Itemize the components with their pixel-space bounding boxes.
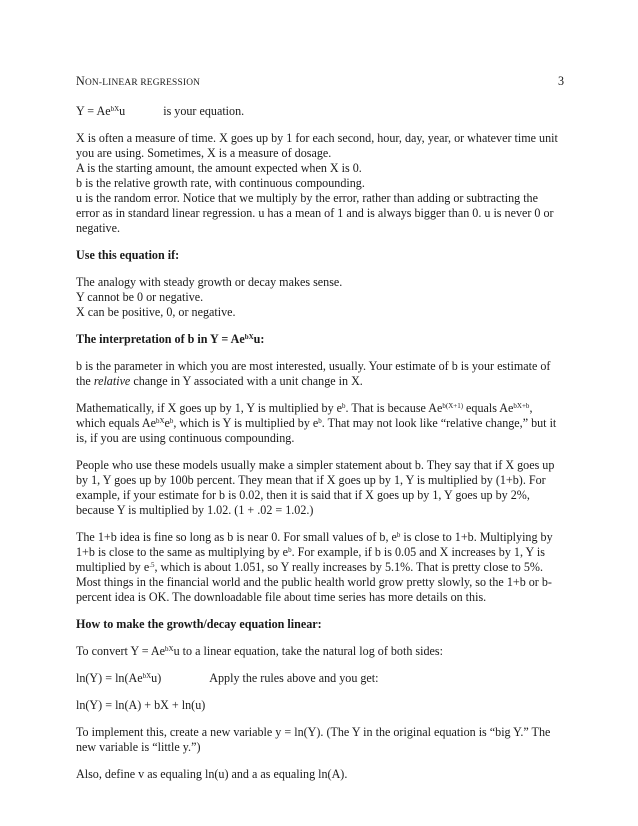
one-plus-b-paragraph: The 1+b idea is fine so long as b is near 0. For small values of b, $e^b$ is close to 1+b. Multiplying by 1+b is close to the same as multiplying by $e^b$. For example, if b is 0.05 and X increases by 1, Y is multiplied by $e^{.5}$, which is about 1.051, so Y really increases by 5.1%. That is pretty close to 5%. Most things in the financial world and the public health world grow pretty slowly, so the 1+b or b-percent idea is OK. The downloadable file about time series has more details on this. bbox=[76, 530, 553, 604]
page-number: 3 bbox=[557, 74, 564, 88]
heading-interpretation: The interpretation of b in $Y = Ae^{bX}u$: bbox=[76, 332, 265, 346]
implement-paragraph: To implement this, create a new variable y = ln(Y). (The Y in the original equation is “big Y.” The new variable is “little y.”) bbox=[76, 725, 551, 754]
define-paragraph: Also, define v as equaling ln(u) and a as equaling ln(A). bbox=[76, 767, 348, 781]
equation-line: $Y = Ae^{bX}u$ is your equation. bbox=[76, 104, 245, 118]
simpler-statement-paragraph: People who use these models usually make a simpler statement about b. They say that if X goes up by 1, Y goes up by 100b percent. They mean that if X goes up by 1, Y is multiplied by (1+b). For example, if your estimate for b is 0.02, then it is said that if X goes up by 1, Y goes up by 2%, because Y is multiplied by 1.02. (1 + .02 = 1.02.) bbox=[76, 458, 555, 517]
convert-paragraph: To convert $Y = Ae^{bX}u$ to a linear equation, take the natural log of both sides: bbox=[76, 644, 443, 658]
variable-definitions: X is often a measure of time. X goes up by 1 for each second, hour, day, year, or whatever time unit you are using. Sometimes, X is a measure of dosage. A is the starting amount, the amount expected when X is 0. b is the relative growth rate, with continuous compounding. u is the random error. Notice that we multiply by the error, rather than adding or subtracting the error as in standard linear regression. u has a mean of 1 and is always bigger than 0. u is never 0 or negative. bbox=[76, 131, 558, 235]
page-header bbox=[76, 74, 564, 89]
log-equation-1: $\ln(Y) = \ln(Ae^{bX}u)$ Apply the rules above and you get: bbox=[76, 671, 379, 685]
page-body bbox=[76, 104, 564, 794]
heading-make-linear: How to make the growth/decay equation linear: bbox=[76, 617, 322, 631]
heading-use-equation: Use this equation if: bbox=[76, 248, 180, 262]
section-title: NON-LINEAR REGRESSION bbox=[76, 74, 201, 88]
use-conditions: The analogy with steady growth or decay makes sense. Y cannot be 0 or negative. X can be positive, 0, or negative. bbox=[76, 275, 343, 319]
log-equation-2: ln(Y) = ln(A) + bX + ln(u) bbox=[76, 698, 206, 712]
parameter-paragraph: b is the parameter in which you are most interested, usually. Your estimate of b is your estimate of the relative change in Y associated with a unit change in X. bbox=[76, 359, 551, 388]
mathematics-paragraph: Mathematically, if X goes up by 1, Y is multiplied by $e^b$. That is because $Ae^{b(X+1)}$ equals $Ae^{bX+b}$, which equals $Ae^{bX}e^b$, which is Y is multiplied by $e^b$. That may not look like “relative change,” but it is, if you are using continuous compounding. bbox=[76, 401, 557, 445]
